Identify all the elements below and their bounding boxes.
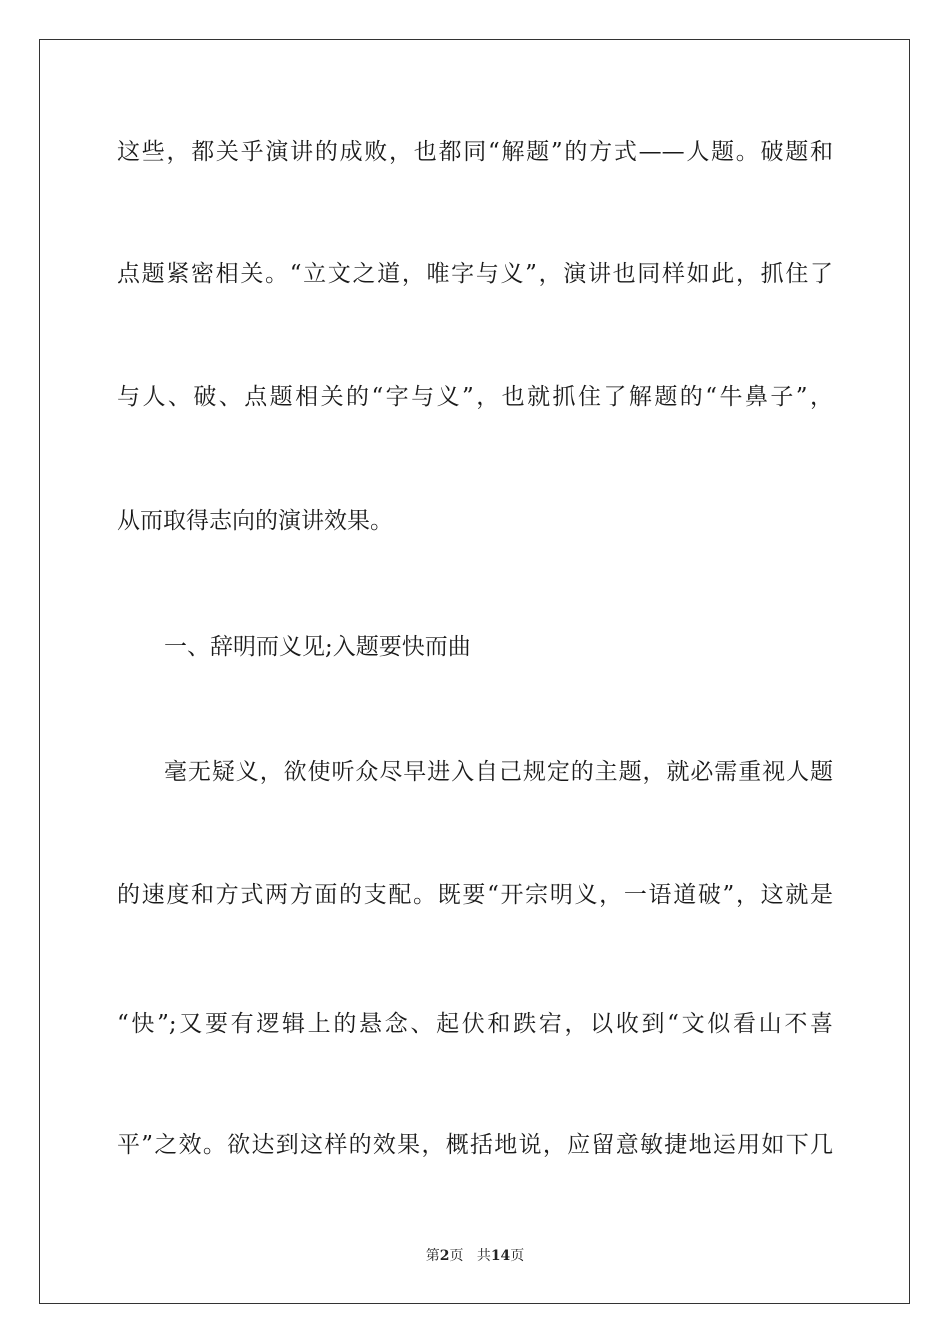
footer-page-suffix: 页 <box>449 1248 464 1264</box>
paragraph-line-6: 的速度和方式两方面的支配。既要“开宗明义，一语道破”，这就是 <box>117 882 833 908</box>
footer-total-number: 14 <box>490 1248 511 1264</box>
paragraph-line-5: 毫无疑义，欲使听众尽早进入自己规定的主题，就必需重视人题 <box>164 759 833 785</box>
paragraph-line-1: 这些，都关乎演讲的成败，也都同“解题”的方式——人题。破题和 <box>117 139 833 165</box>
section-heading: 一、辞明而义见;入题要快而曲 <box>164 634 471 660</box>
paragraph-line-3: 与人、破、点题相关的“字与义”，也就抓住了解题的“牛鼻子”， <box>117 384 833 410</box>
paragraph-line-7: “快”;又要有逻辑上的悬念、起伏和跌宕，以收到“文似看山不喜 <box>117 1011 833 1037</box>
paragraph-line-8: 平”之效。欲达到这样的效果，概括地说，应留意敏捷地运用如下几 <box>117 1132 833 1158</box>
paragraph-line-4: 从而取得志向的演讲效果。 <box>117 508 393 534</box>
page-footer <box>0 1247 950 1265</box>
footer-total-prefix: 共 <box>476 1248 491 1264</box>
footer-total-suffix: 页 <box>510 1248 525 1264</box>
paragraph-line-2: 点题紧密相关。“立文之道，唯字与义”，演讲也同样如此，抓住了 <box>117 261 833 287</box>
footer-page-number: 2 <box>439 1248 450 1264</box>
footer-page-prefix: 第 <box>425 1248 440 1264</box>
page-border <box>39 39 910 1304</box>
